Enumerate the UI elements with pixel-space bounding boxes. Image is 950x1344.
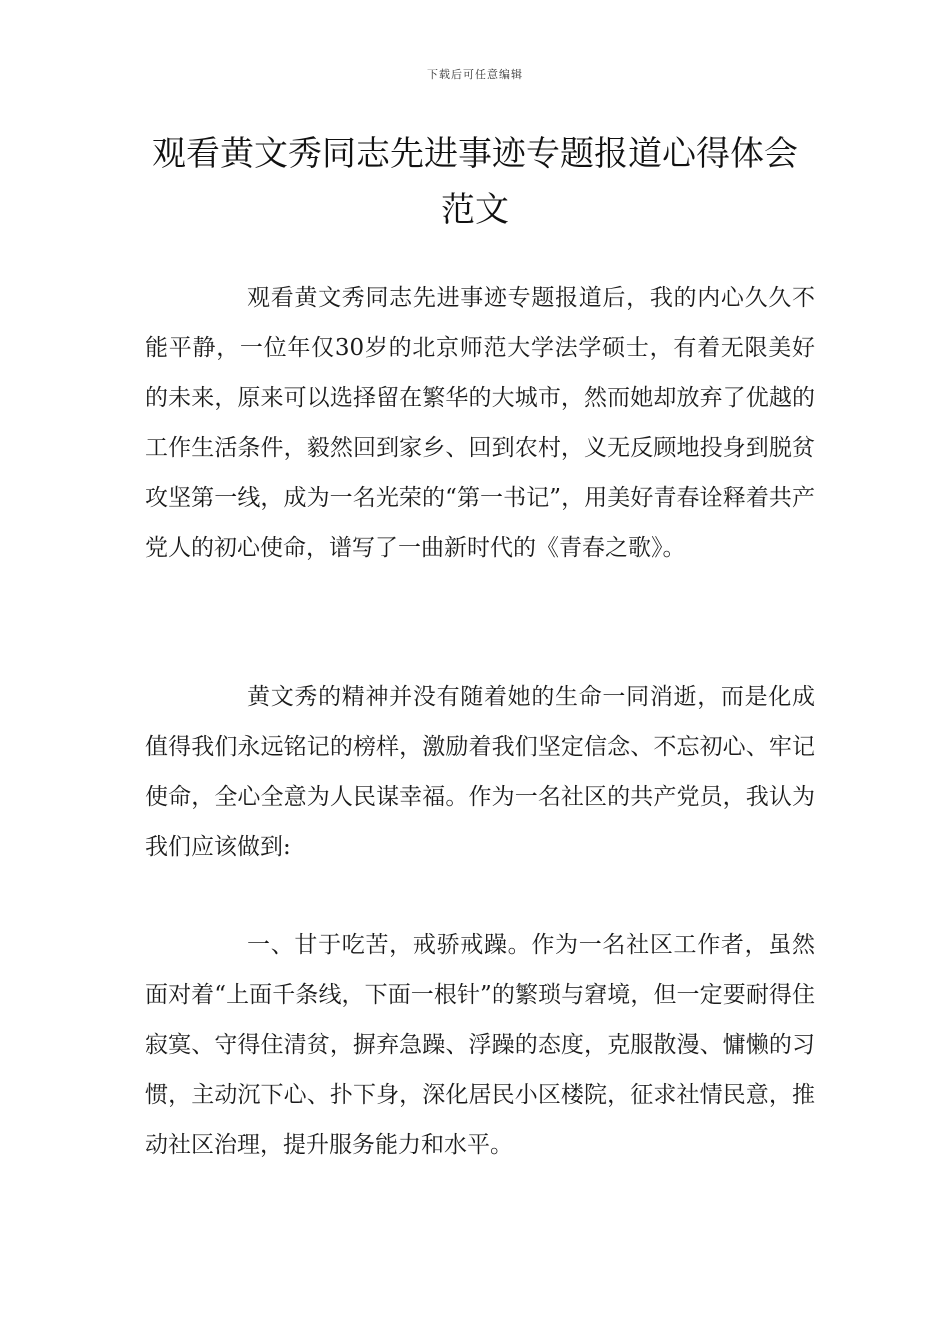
body-paragraph-3: 一、甘于吃苦，戒骄戒躁。作为一名社区工作者，虽然面对着“上面千条线，下面一根针”的繁琐与窘境，但一定要耐得住寂寞、守得住清贫，摒弃急躁、浮躁的态度，克服散漫、慵懒的习惯，主动沉下心、扑下身，深化居民小区楼院，征求社情民意，推动社区治理，提升服务能力和水平。	[145, 932, 815, 1158]
body-paragraph-1: 观看黄文秀同志先进事迹专题报道后，我的内心久久不能平静，一位年仅30岁的北京师范大学法学硕士，有着无限美好的未来，原来可以选择留在繁华的大城市，然而她却放弃了优越的工作生活条件，毅然回到家乡、回到农村，义无反顾地投身到脱贫攻坚第一线，成为一名光荣的“第一书记”，用美好青春诠释着共产党人的初心使命，谱写了一曲新时代的《青春之歌》。	[145, 285, 815, 561]
document-title: 观看黄文秀同志先进事迹专题报道心得体会范文	[152, 134, 798, 230]
body-paragraph-2: 黄文秀的精神并没有随着她的生命一同消逝，而是化成值得我们永远铭记的榜样，激励着我们坚定信念、不忘初心、牢记使命，全心全意为人民谋幸福。作为一名社区的共产党员，我认为我们应该做到:	[145, 684, 815, 860]
header-note: 下载后可任意编辑	[427, 68, 523, 81]
